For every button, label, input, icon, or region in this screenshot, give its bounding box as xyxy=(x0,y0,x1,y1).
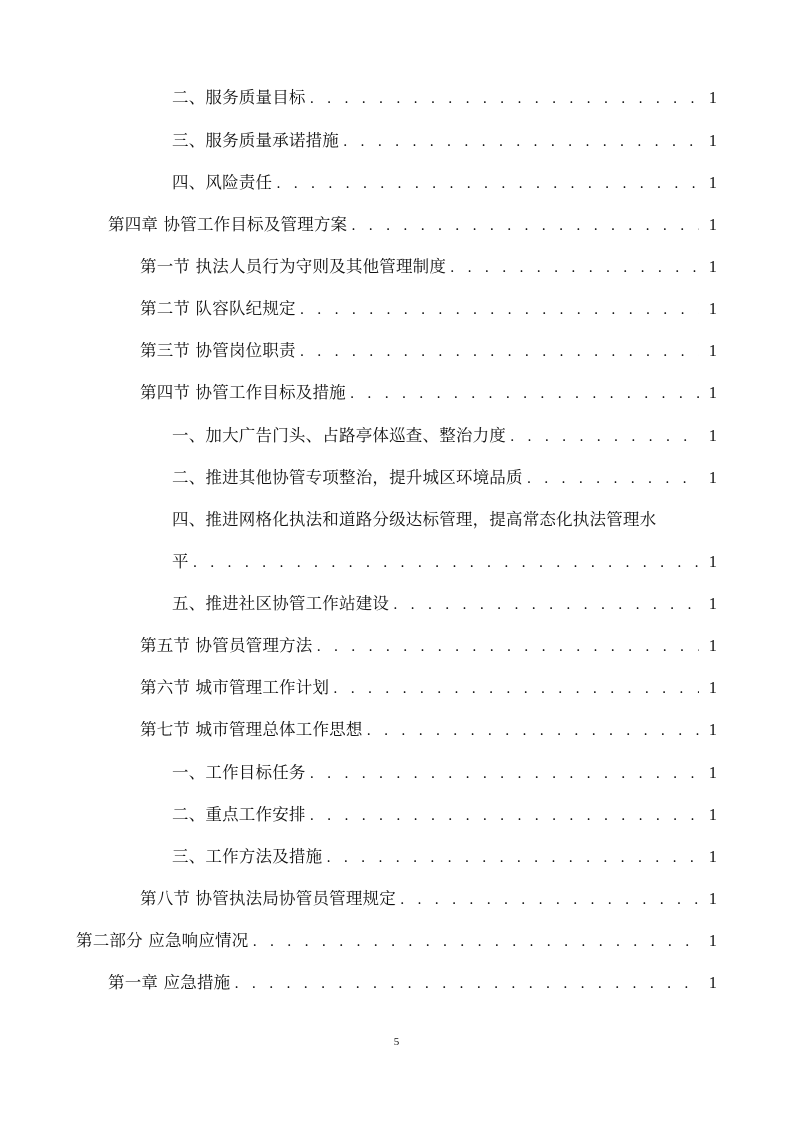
toc-page-number: 1 xyxy=(708,173,717,192)
dot-leader xyxy=(527,469,699,489)
dot-leader xyxy=(300,342,699,362)
toc-page-number: 1 xyxy=(708,468,717,487)
toc-entry-title: 第三节 协管岗位职责 xyxy=(140,341,296,360)
toc-entry-section-1[interactable] xyxy=(140,257,717,277)
dot-leader xyxy=(310,89,699,109)
toc-entry-title: 三、工作方法及措施 xyxy=(172,847,323,866)
toc-page-number: 1 xyxy=(708,973,717,992)
toc-entry-title: 第四节 协管工作目标及措施 xyxy=(140,383,346,402)
dot-leader xyxy=(333,679,699,699)
dot-leader xyxy=(450,258,699,278)
toc-page-number: 1 xyxy=(708,257,717,276)
toc-entry-item-community-station[interactable] xyxy=(172,594,717,614)
toc-entry-section-7[interactable] xyxy=(140,720,717,740)
page-number-footer: 5 xyxy=(393,1036,400,1048)
dot-leader xyxy=(310,806,699,826)
dot-leader xyxy=(343,132,699,152)
toc-entry-title: 二、重点工作安排 xyxy=(172,805,306,824)
toc-entry-section-8[interactable] xyxy=(140,889,717,909)
dot-leader xyxy=(193,553,699,573)
toc-entry-section-4[interactable] xyxy=(140,383,717,403)
toc-page-number: 1 xyxy=(708,552,717,571)
toc-entry-service-quality-goal[interactable] xyxy=(172,88,717,108)
toc-page-number: 1 xyxy=(708,215,717,234)
toc-page-number: 1 xyxy=(708,383,717,402)
toc-entry-risk-responsibility[interactable] xyxy=(172,173,717,193)
toc-entry-section-5[interactable] xyxy=(140,636,717,656)
dot-leader xyxy=(300,300,699,320)
toc-entry-title: 第一节 执法人员行为守则及其他管理制度 xyxy=(140,257,447,276)
toc-entry-item-grid-enforcement[interactable] xyxy=(172,552,717,572)
toc-page-number: 1 xyxy=(708,131,717,150)
dot-leader xyxy=(367,721,699,741)
dot-leader xyxy=(234,974,699,994)
toc-page-number: 1 xyxy=(708,426,717,445)
dot-leader xyxy=(510,427,699,447)
toc-entry-title: 三、服务质量承诺措施 xyxy=(172,131,339,150)
toc-entry-part-2[interactable] xyxy=(76,931,717,951)
toc-page-number: 1 xyxy=(708,636,717,655)
toc-entry-chapter-1[interactable] xyxy=(108,973,717,993)
toc-page-number: 1 xyxy=(708,847,717,866)
dot-leader xyxy=(400,890,699,910)
toc-page-number: 1 xyxy=(708,720,717,739)
toc-entry-item-advertising-inspection[interactable] xyxy=(172,426,717,446)
toc-entry-section-3[interactable] xyxy=(140,341,717,361)
toc-entry-title: 四、风险责任 xyxy=(172,173,273,192)
toc-entry-title: 第二部分 应急响应情况 xyxy=(76,931,249,950)
toc-entry-title: 第二节 队容队纪规定 xyxy=(140,299,296,318)
toc-entry-title: 二、服务质量目标 xyxy=(172,88,306,107)
toc-page-number: 1 xyxy=(708,805,717,824)
toc-entry-title: 第一章 应急措施 xyxy=(108,973,231,992)
toc-entry-chapter-4[interactable] xyxy=(108,215,717,235)
toc-page-number: 1 xyxy=(708,763,717,782)
toc-page-number: 1 xyxy=(708,678,717,697)
toc-page-number: 1 xyxy=(708,299,717,318)
toc-entry-title: 五、推进社区协管工作站建设 xyxy=(172,594,390,613)
dot-leader xyxy=(350,384,699,404)
toc-entry-title: 第七节 城市管理总体工作思想 xyxy=(140,720,363,739)
dot-leader xyxy=(326,848,699,868)
toc-page-number: 1 xyxy=(708,594,717,613)
toc-entry-title: 二、推进其他协管专项整治，提升城区环境品质 xyxy=(172,468,523,487)
dot-leader xyxy=(276,174,699,194)
toc-entry-title: 第八节 协管执法局协管员管理规定 xyxy=(140,889,396,908)
toc-entry-item-work-methods[interactable] xyxy=(172,847,717,867)
dot-leader xyxy=(393,595,699,615)
toc-entry-section-6[interactable] xyxy=(140,678,717,698)
toc-entry-item-special-rectification[interactable] xyxy=(172,468,717,488)
dot-leader xyxy=(351,216,699,236)
toc-entry-title: 一、工作目标任务 xyxy=(172,763,306,782)
toc-entry-title: 第四章 协管工作目标及管理方案 xyxy=(108,215,348,234)
toc-entry-service-quality-commitment[interactable] xyxy=(172,131,717,151)
toc-page-number: 1 xyxy=(708,931,717,950)
toc-page-number: 1 xyxy=(708,341,717,360)
toc-page-number: 1 xyxy=(708,889,717,908)
dot-leader xyxy=(252,932,699,952)
toc-page-number: 1 xyxy=(708,88,717,107)
toc-entry-title-continuation: 平 xyxy=(172,552,189,571)
toc-entry-title: 一、加大广告门头、占路亭体巡查、整治力度 xyxy=(172,426,506,445)
toc-entry-item-work-targets[interactable] xyxy=(172,763,717,783)
dot-leader xyxy=(316,637,699,657)
toc-entry-title: 第五节 协管员管理方法 xyxy=(140,636,313,655)
toc-entry-item-key-arrangements[interactable] xyxy=(172,805,717,825)
toc-entry-title: 第六节 城市管理工作计划 xyxy=(140,678,330,697)
dot-leader xyxy=(310,764,699,784)
toc-entry-item-grid-enforcement-line1[interactable]: 四、推进网格化执法和道路分级达标管理，提高常态化执法管理水 xyxy=(172,510,657,529)
toc-entry-section-2[interactable] xyxy=(140,299,717,319)
